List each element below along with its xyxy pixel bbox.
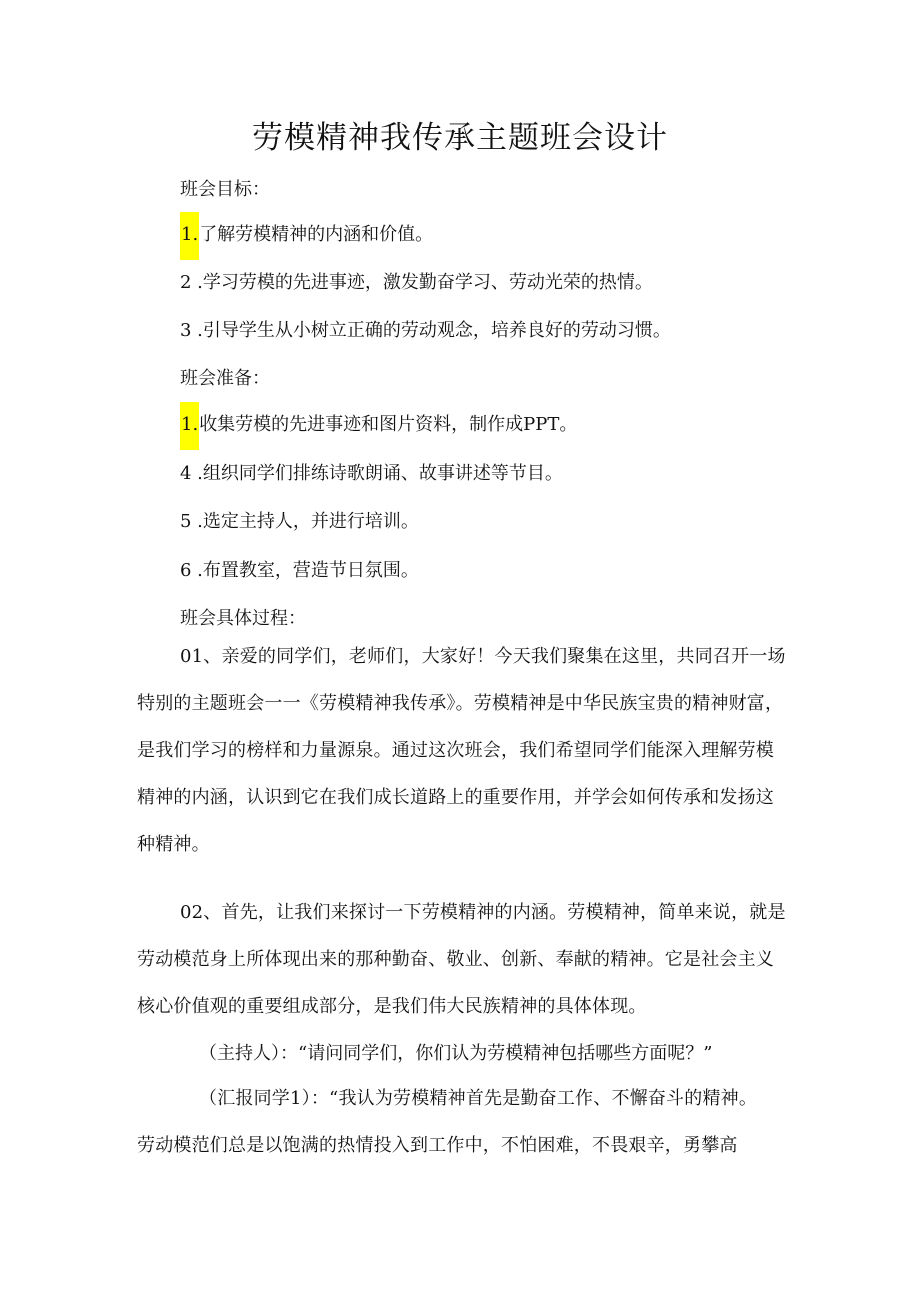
prep-item-3: [180, 509, 419, 535]
goal-number: 3 .: [180, 320, 203, 341]
goal-item-3: [180, 318, 671, 344]
process-heading: 班会具体过程：: [180, 608, 306, 629]
goal-number: 2 .: [180, 272, 203, 293]
paragraph-line: （汇报同学1）：“我认为劳模精神首先是勤奋工作、不懈奋斗的精神。: [199, 1088, 758, 1109]
prep-number: 6 .: [180, 560, 203, 581]
paragraph-line: 劳动模范们总是以饱满的热情投入到工作中，不怕困难，不畏艰辛，勇攀高: [137, 1135, 738, 1156]
paragraph-intro: [137, 633, 797, 868]
prep-text: 布置教室，营造节日氛围。: [202, 560, 419, 581]
prep-number: 4 .: [180, 463, 203, 484]
paragraph-line: 种精神。: [137, 834, 210, 855]
paragraph-line: 劳动模范身上所体现出来的那种勤奋、敬业、创新、奉献的精神。它是社会主义: [137, 949, 774, 970]
paragraph-line: 是我们学习的榜样和力量源泉。通过这次班会，我们希望同学们能深入理解劳模: [137, 740, 774, 761]
paragraph-line: 特别的主题班会一一《劳模精神我传承》。劳模精神是中华民族宝贵的精神财富，: [137, 693, 784, 714]
paragraph-meaning: [137, 889, 797, 1030]
goals-heading: 班会目标：: [180, 179, 270, 200]
paragraph-line: 02、首先，让我们来探讨一下劳模精神的内涵。劳模精神，简单来说，就是: [180, 902, 786, 923]
goal-item-1: [180, 222, 433, 248]
prep-item-2: [180, 461, 563, 487]
prep-item-4: [180, 558, 419, 584]
goal-item-2: [180, 270, 653, 296]
prep-heading: 班会准备：: [180, 368, 270, 389]
prep-text: 收集劳模的先进事迹和图片资料，制作成PPT。: [199, 414, 578, 435]
goal-text: 了解劳模精神的内涵和价值。: [199, 224, 434, 245]
prep-text: 选定主持人，并进行培训。: [202, 511, 419, 532]
student-report: [137, 1075, 797, 1169]
paragraph-line: 核心价值观的重要组成部分，是我们伟大民族精神的具体体现。: [137, 996, 647, 1017]
document-title: 劳模精神我传承主题班会设计: [252, 120, 668, 156]
goal-number-highlight: 1.: [180, 212, 199, 260]
prep-text: 组织同学们排练诗歌朗诵、故事讲述等节目。: [202, 463, 563, 484]
paragraph-line: 01、亲爱的同学们，老师们，大家好！今天我们聚集在这里，共同召开一场: [180, 646, 786, 667]
prep-item-1: [180, 412, 577, 438]
prep-number-highlight: 1.: [180, 402, 199, 450]
goal-text: 学习劳模的先进事迹，激发勤奋学习、劳动光荣的热情。: [202, 272, 653, 293]
prep-number: 5 .: [180, 511, 203, 532]
goal-text: 引导学生从小树立正确的劳动观念，培养良好的劳动习惯。: [202, 320, 671, 341]
paragraph-line: 精神的内涵，认识到它在我们成长道路上的重要作用，并学会如何传承和发扬这: [137, 787, 774, 808]
host-question: （主持人）：“请问同学们，你们认为劳模精神包括哪些方面呢？”: [199, 1043, 713, 1064]
